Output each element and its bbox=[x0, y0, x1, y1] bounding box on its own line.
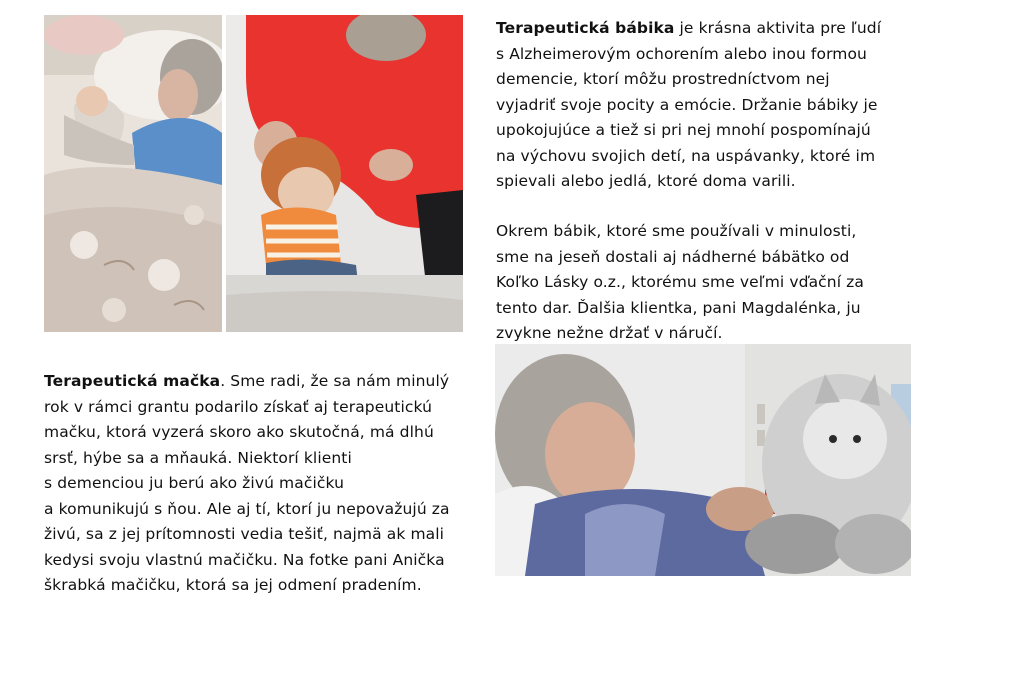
doll-description bbox=[496, 16, 881, 195]
doll-donation-line-3: tento dar. Ďalšia klientka, pani Magdalénka, ju bbox=[496, 298, 861, 317]
doll-text-2: demencie, ktorí môžu prostredníctvom nej bbox=[496, 70, 830, 88]
cat-text-4: s demenciou ju berú ako živú mačičku bbox=[44, 474, 345, 492]
photo-woman-with-baby-doll-image bbox=[44, 15, 222, 332]
doll-text-0: je krásna aktivita pre ľudí bbox=[674, 19, 882, 37]
photo-woman-with-boy-doll-image bbox=[226, 15, 463, 332]
doll-donation-line-1: sme na jeseň dostali aj nádherné bábätko od bbox=[496, 247, 850, 266]
doll-heading: Terapeutická bábika bbox=[496, 19, 675, 37]
doll-text-5: na výchovu svojich detí, na uspávanky, ktoré im bbox=[496, 146, 876, 165]
cat-text-1: rok v rámci grantu podarilo získať aj terapeutickú bbox=[44, 397, 433, 416]
doll-text-4: upokojujúce a tiež si pri nej mnohí pospomínajú bbox=[496, 121, 871, 139]
doll-donation-line-0: Okrem bábik, ktoré sme používali v minulosti, bbox=[496, 222, 857, 240]
doll-text-3: vyjadriť svoje pocity a emócie. Držanie bábiky je bbox=[496, 95, 878, 114]
cat-text-2: mačku, ktorá vyzerá skoro ako skutočná, má dlhú bbox=[44, 423, 434, 441]
cat-text-0: . Sme radi, že sa nám minulý bbox=[220, 372, 450, 390]
cat-text-6: živú, sa z jej prítomnosti vedia tešiť, najmä ak mali bbox=[44, 525, 445, 543]
doll-donation-paragraph bbox=[496, 219, 864, 347]
cat-description-line-1 bbox=[44, 369, 450, 395]
cat-text-3: srsť, hýbe sa a mňauká. Niektorí klienti bbox=[44, 448, 352, 467]
doll-description-line-1 bbox=[496, 16, 881, 42]
doll-text-1: s Alzheimerovým ochorením alebo inou formou bbox=[496, 44, 867, 63]
photo-woman-with-robotic-cat bbox=[495, 344, 911, 576]
photo-woman-with-boy-doll bbox=[226, 15, 463, 332]
doll-donation-line-4: zvykne nežne držať v náručí. bbox=[496, 324, 723, 342]
cat-text-8: škrabká mačičku, ktorá sa jej odmení pradením. bbox=[44, 576, 422, 594]
cat-heading: Terapeutická mačka bbox=[44, 372, 221, 390]
cat-text-5: a komunikujú s ňou. Ale aj tí, ktorí ju nepovažujú za bbox=[44, 499, 450, 518]
doll-text-6: spievali alebo jedlá, ktoré doma varili. bbox=[496, 172, 796, 190]
cat-text-7: kedysi svoju vlastnú mačičku. Na fotke pani Anička bbox=[44, 550, 445, 569]
cat-description bbox=[44, 369, 450, 599]
photo-woman-with-robotic-cat-image bbox=[495, 344, 911, 576]
doll-donation-line-2: Koľko Lásky o.z., ktorému sme veľmi vďační za bbox=[496, 273, 864, 291]
photo-woman-with-baby-doll bbox=[44, 15, 222, 332]
